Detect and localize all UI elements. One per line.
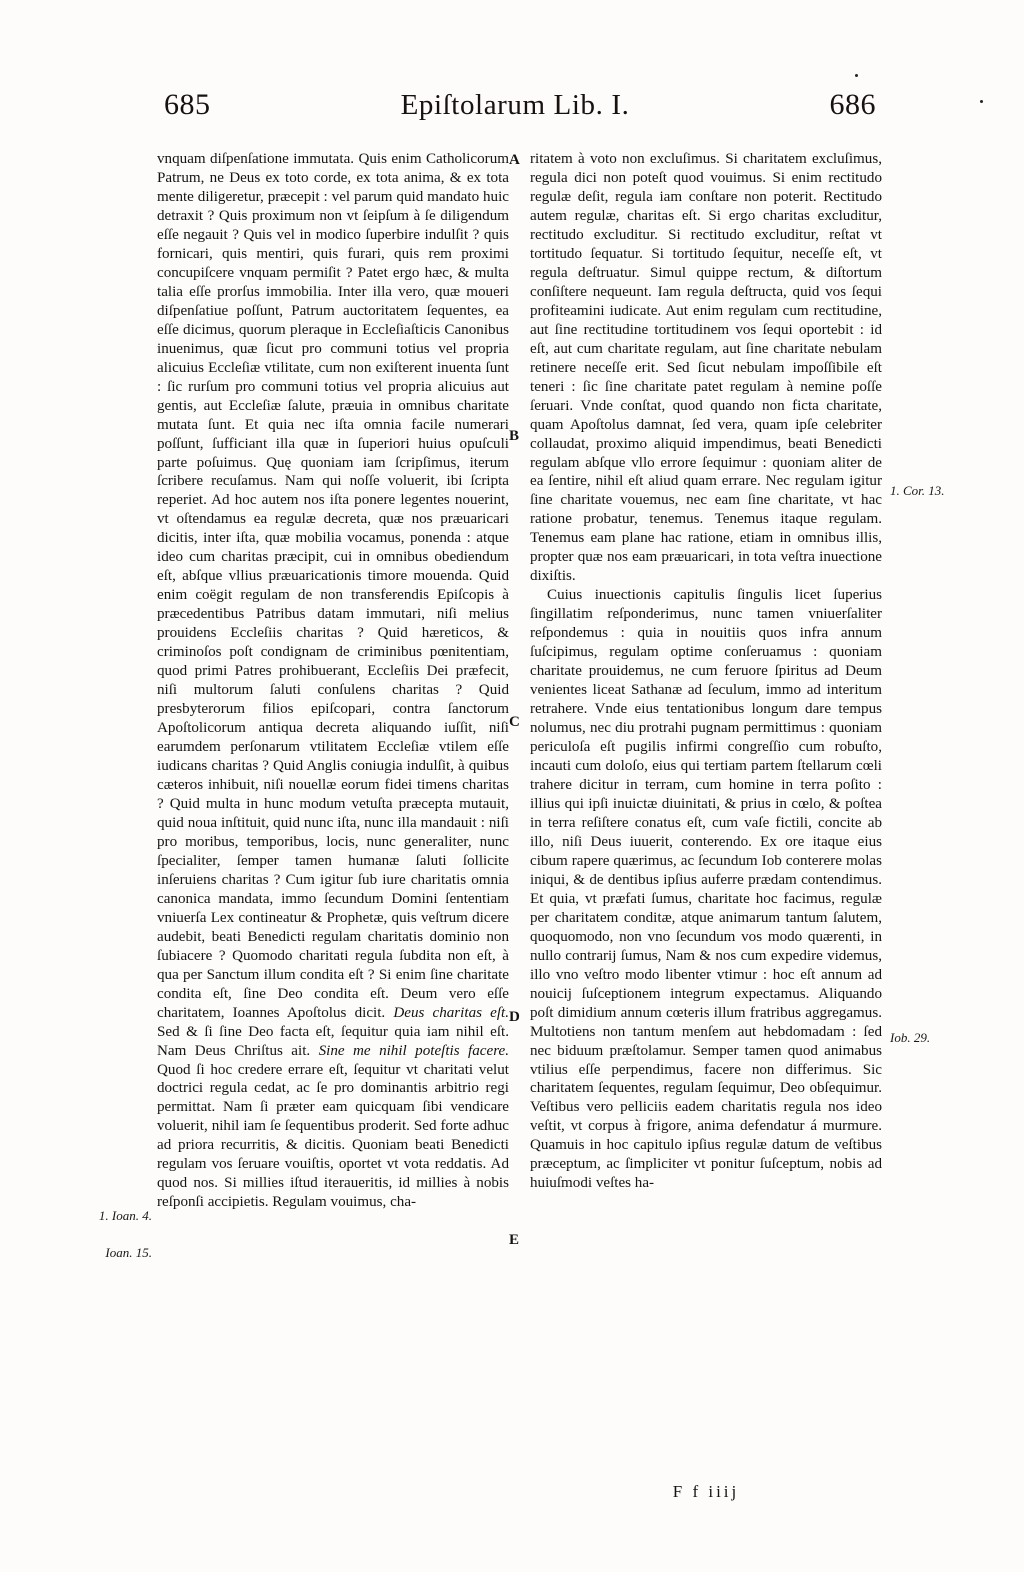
section-letter-d: D bbox=[509, 1009, 520, 1025]
body-text: Sed & ſi ſine Deo facta eſt, ſequitur quia iam nihil eſt. Nam Deus Chriſtus ait. bbox=[157, 1023, 509, 1059]
text-column-right bbox=[530, 150, 882, 1193]
folio-number-verso: 685 bbox=[164, 88, 211, 121]
body-text: Quod ſi hoc credere errare eſt, ſequitur vt charitati velut doctrici regula cedat, ac ſe pro dominantis arbitrio regi permittat. Nam ſi præter eam quicquam ſibi vendicare voluerit, nihil iam ſe ſequentibus proderit. Sed forte adhuc ad priora recurritis, & dicitis. Quoniam beati Benedicti regulam vos ſeruare vouiſtis, oportet vt vota reddatis. Ad quod nos. Si millies iſtud iteraueritis, id millies à nobis reſponſi accipietis. Regulam vouimus, cha- bbox=[157, 1061, 509, 1211]
margin-reference-right: Iob. 29. bbox=[890, 1030, 931, 1045]
margin-reference-left: 1. Ioan. 4. bbox=[98, 1208, 152, 1223]
text-column-left bbox=[157, 150, 509, 1212]
section-letter-a: A bbox=[509, 152, 520, 168]
body-text: Cuius inuectionis capitulis ſingulis licet ſuperius ſingillatim reſponderimus, nunc tamen vniuerſaliter reſpondemus : quia in nouitiis quos infra annum ſuſcipimus, regulam optime conſeruamus : quoniam charitate prouidemus, ne cum feruore ſpiritus ad Deum venientes liceat Sathanæ ad ſeculum, immo ad interitum retrahere. Vnde eius tentationibus longum dare tempus nolumus, nec diu protrahi pugnam permittimus : quoniam periculoſa eſt pugilis infirmi congreſſio cum robuſto, incauti cum doloſo, eius qui tertiam partem ſtellarum cœli trahere dicitur in terram, cum homine in terra poſito : illius qui ipſi inuictæ diuinitati, & prius in cœlo, & poſtea in terra reſiſtere conatus eſt, cum vaſe fictili, concite ab illo, niſi Deus iuuerit, conterendo. Ex ore itaque eius cibum rapere quærimus, ac ſecundum Iob conterere molas iniqui, & de dentibus ipſius auferre prædam contendimus. Et quia, vt præfati ſumus, charitate hoc facimus, regulæ per charitatem conditæ, atque animarum tantum ſalutem, quoquomodo, non vno ſecundum vos modo quærenti, in nullo contrarij ſumus, Nam & nos cum expedire videmus, illo vno veſtro modo libenter vtimur : hoc eſt annum ad nouicij ſuſceptionem integrum expectamus. Aliquando poſt dimidium annum cœteris illum fratribus aggregamus. Multotiens non tantum menſem aut hebdomadam : ſed nec biduum præſtolamur. Semper tamen quod animabus vtilius eſſe perpendimus, facere non differimus. Sic charitatem ſequentes, regulam ſequimur, Deo obſequimur. Veſtibus vero pelliciis eadem charitatis regula nos ideo veſtit, vt corpus à frigore, anima defendatur á murmure. Quamuis in hoc capitulo ipſius regulæ datum de veſtibus præceptum, ac ſimpliciter vt ponitur ſuſceptum, nobis ad huiuſmodi veſtes ha- bbox=[530, 587, 882, 1192]
scripture-quotation: Deus charitas eſt. bbox=[393, 1004, 510, 1021]
quire-signature: F f iiij bbox=[672, 1482, 740, 1501]
running-head bbox=[150, 88, 880, 134]
section-letter-e: E bbox=[509, 1232, 520, 1248]
paragraph bbox=[530, 150, 882, 586]
section-letter-b: B bbox=[509, 428, 520, 444]
paragraph bbox=[157, 150, 509, 1212]
page-title: Epiſtolarum Lib. I. bbox=[400, 89, 630, 121]
ink-speck-icon bbox=[980, 100, 983, 103]
margin-reference-left: Ioan. 15. bbox=[105, 1245, 152, 1260]
scripture-quotation: Sine me nihil poteſtis facere. bbox=[318, 1042, 509, 1059]
body-text: vnquam diſpenſatione immutata. Quis enim Catholicorum Patrum, ne Deus ex toto corde, ex tota anima, & ex tota mente diligeretur, præcepit : vel parum quid mandato huic detraxit ? Quis proximum non vt ſeipſum à ſe diligendum eſſe negauit ? Quis vel in modico ſuperbire indulſit ? quis fornicari, quis mentiri, quis furari, quis rem proximi concupiſcere vnquam permiſit ? Patet ergo hæc, & multa talia eſſe prorſus immobilia. Inter illa vero, quæ moueri diſpenſatiue poſſunt, Patrum auctoritatem ſequentes, ea eſſe dicimus, quorum pleraque in Eccleſiaſticis Canonibus inuenimus, quæ ſicut pro communi totius vel propria alicuius Eccleſiæ vtilitate, cum non exiſterent inuenta ſunt : ſic rurſum pro communi totius vel propria alicuius aut gentis, aut Eccleſiæ ſalute, præuia in omnibus charitate mutata ſunt. Et quia nec iſta omnia facile numerari poſſunt, ſufficiant illa quæ in ſuperiori huius opuſculi parte poſuimus. Quę quoniam iam ſcripſimus, iterum ſcribere recuſamus. Nam qui noſſe voluerit, ibi ſcripta reperiet. Ad hoc autem nos iſta ponere legentes nouerint, vt oſtendamus ea regulæ decreta, quæ nos præuaricari dicitis, inter iſta, quæ mobilia vocamus, ponenda : atque ideo cum charitas præcipit, cui in omnibus obediendum eſt, abſque vllius præuaricationis timore mouenda. Quid enim coëgit regulam de non transferendis Epiſcopis à præcedentibus Patribus datam immutari, niſi melius prouidens Eccleſiis charitas ? Quid hæreticos, & criminoſos poſt condignam de criminibus pœnitentiam, quod primi Patres prohibuerant, Eccleſiis Dei præfecit, niſi multorum ſaluti conſulens charitas ? Quid presbyterorum filios epiſcopari, contra ſanctorum Apoſtolicorum antiqua decreta aliquando iuſſit, niſi earumdem perſonarum vtilitatem Eccleſiæ vtilem eſſe iudicans charitas ? Quid Anglis coniugia indulſit, à quibus cæteros inhibuit, niſi nouellæ eorum fidei timens charitas ? Quid multa in hunc modum vetuſta præcepta mutauit, quid noua inſtituit, quid nunc iſta, nunc illa mandauit : niſi pro moribus, temporibus, locis, nunc generaliter, nunc ſpecialiter, ſemper tamen humanæ ſaluti ſollicite inſeruiens charitas ? Cum igitur ſub iure charitatis omnia canonica mandata, immo ſecundum Domini ſententiam vniuerſa Lex contineatur & Prophetæ, quis veſtrum dicere audebit, beati Benedicti regulam charitatis dominio non ſubiacere ? Quomodo charitati regula ſubdita non eſt, à qua per Sanctum illum condita eſt ? Si enim ſine charitate condita eſt, ſine Deo condita eſt. Deum vero eſſe charitatem, Ioannes Apoſtolus dicit. bbox=[157, 151, 509, 1021]
ink-speck-icon bbox=[855, 74, 858, 77]
section-letter-c: C bbox=[509, 714, 520, 730]
folio-number-recto: 686 bbox=[829, 88, 876, 121]
paragraph bbox=[530, 586, 882, 1193]
body-text: ritatem à voto non excluſimus. Si charitatem excluſimus, regula dici non poteſt quod vouimus. Si enim rectitudo regulæ deſit, regula iam conſtare non poterit. Rectitudo autem regulæ, charitas eſt. Si ergo charitas excluditur, rectitudo excluditur. Si rectitudo excluditur, reſtat vt tortitudo ſequatur. Si tortitudo ſequitur, neceſſe eſt, vt regula deſtruatur. Simul quippe rectum, & diſtortum conſiſtere nequeunt. Iam regula deſtructa, quid vos ſequi profiteamini iudicate. Aut enim regulam cum rectitudine, aut ſine rectitudine tortitudinem vos ſequi oportebit : id eſt, aut cum charitate regulam, aut ſine charitate nebulam retinere neceſſe erit. Sed ſicut nebulam impoſſibile eſt teneri : ſic ſine charitate patet regulam à nemine poſſe ſeruari. Vnde conſtat, quod quando non ficta charitate, quam Apoſtolus damnat, ſed vera, quam ipſe celebriter collaudat, proximo aliquid impendimus, beati Benedicti regulam abſque vllo errore ſequimur : quoniam aliter de ea ſentire, nihil eſt aliud quam errare. Nec regulam igitur ſine charitate vouemus, nec eam ſine charitate, vt hac ratione probatur, tenemus. Tenemus itaque regulam. Tenemus eam plane hac ratione, etiam in omnibus illis, propter quæ nos eam præuaricari, in tota veſtra inuectione dixiſtis. bbox=[530, 151, 882, 585]
margin-reference-right: 1. Cor. 13. bbox=[890, 483, 945, 498]
